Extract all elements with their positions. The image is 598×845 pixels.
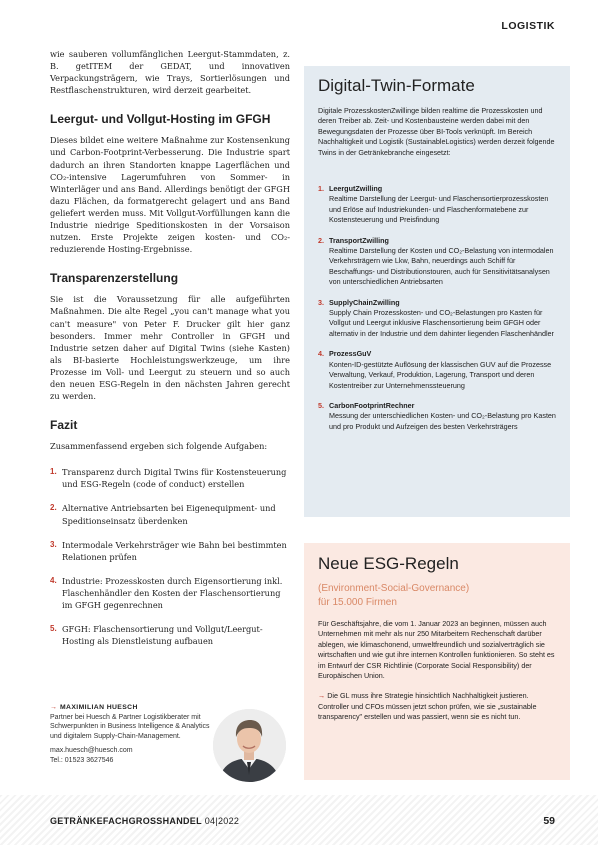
arrow-icon: → [318, 691, 326, 701]
box-intro: Digitale ProzesskostenZwillinge bilden realtime die Prozesskosten und deren Treiber ab. Zeit- und Kostenbausteine werden dabei mit den Bewegungsdaten der Prozesse über BI-Tools verknüpft. Im Bereich Nachhaltigkeit und Logistik (SustainableLogistics) werden derzeit folgende Twins in der Getränkebranche eingesetzt: [318, 106, 555, 157]
arrow-icon: → [50, 704, 57, 711]
esg-note: → Die GL muss ihre Strategie hinsichtlich Nachhaltigkeit justieren. Controller und CFOs müssen jetzt schon prüfen, wie sie „sustainable transparency" erstellen und was passiert, wenn sie es nicht tun. [318, 691, 537, 722]
digital-twin-box [304, 66, 570, 517]
avatar [213, 709, 286, 782]
list-item: 5. CarbonFootprintRechner Messung der unterschiedlichen Kosten- und CO₂-Belastung pro Kasten und pro Produkt und Aufzeigen des besten Verkehrsträgers [318, 400, 556, 431]
esg-box [304, 543, 570, 780]
magazine-name: GETRÄNKEFACHGROSSHANDEL [50, 816, 202, 826]
esg-paragraph: Für Geschäftsjahre, die vom 1. Januar 2023 an beginnen, müssen auch Unternehmen mit mehr als nur 250 Mitarbeitern Rechenschaft darüber ablegen, wie klimaschonend, umweltfreundlich und sozialverträglich sie wirtschaften und wie gut ihre internen Kontrollen funktionieren. So steht es im Entwurf der CSR Richtlinie (Corporate Social Responsibility) der Europäischen Union. [318, 619, 555, 681]
list-item: 3. Intermodale Verkehrsträger wie Bahn bei bestimmten Relationen prüfen [50, 539, 287, 562]
box-title: Digital-Twin-Formate [318, 76, 475, 95]
intro-paragraph: wie sauberen vollumfänglichen Leergut-Stammdaten, z. B. getITEM der GEDAT, und innovativen Verpackungsträgern, wie Trays, Sortierlösungen und Restflaschenstrukturen, wird derzeit gearbeitet. [50, 49, 290, 96]
list-item: 1. Transparenz durch Digital Twins für Kostensteuerung und ESG-Regeln (code of conduct) erstellen [50, 467, 287, 490]
article-column [50, 48, 290, 659]
list-item: 4. ProzessGuV Konten-ID-gestützte Auflösung der klassischen GUV auf die Prozesse Verwaltung, Verkauf, Produktion, Lagerung, Transport und deren Kostentreiber zur Unternehmenssteuerung [318, 349, 552, 390]
box-subtitle: (Environment-Social-Governance) für 15.000 Firmen [318, 583, 470, 608]
author-role: Partner bei Huesch & Partner Logistikberater mit Schwerpunkten in Business Intelligence & Analytics und digitalem Supply-Chain-Management. [50, 713, 210, 740]
portrait-image [213, 709, 286, 782]
list-item: 2. TransportZwilling Realtime Darstellung der Kosten und CO₂-Belastung von intermodalen Verkehrsträgern wie Lkw, Bahn, neuerdings auch Schiff für Beschaffungs- und Distributionstouren, auch für Sensitivitätsanalysen von unterschiedlichen Antriebsarten [318, 235, 554, 287]
box-title: Neue ESG-Regeln [318, 554, 459, 573]
author-box [50, 703, 220, 766]
hosting-paragraph: Dieses bildet eine weitere Maßnahme zur Kostensenkung und Carbon-Footprint-Verbesserung. Die Industrie spart dadurch an ihren Standorten knappe Lagerflächen und CO₂-intensive Lagerumfuhren von Sommer- in Winterläger und ans Band. Allerdings benötigt der GFGH dazu Flächen, da formatgerecht gelagert und ans Band geliefert werden muss. Mit Vollgut-Vorfüllungen kann die Industrie niedrige Speditionskosten in der Vorsaison nutzen. Erste Projekte zeigen kosten- und CO₂-reduzierende Hosting-Ergebnisse. [50, 135, 290, 255]
list-item: 2. Alternative Antriebsarten bei Eigenequipment- und Speditionseinsatz überdenken [50, 503, 276, 526]
author-email[interactable]: max.huesch@huesch.com [50, 747, 133, 755]
task-list [50, 466, 290, 647]
twin-list [318, 184, 558, 442]
footer-publication [50, 816, 239, 826]
box-body [318, 619, 558, 723]
transparency-paragraph: Sie ist die Voraussetzung für alle aufgeführten Maßnahmen. Die alte Regel „you can't manage what you can't measure" von Peter F. Drucker gilt hier ganz besonders. Immer mehr Controller in GFGH und Industrie setzen daher auf Digital Twins (siehe Kasten) als BI-basierte Hochleistungswerkzeuge, um ihre Prozesse im Voll- und Leergut zu steuern und so auch den neuen ESG-Regeln in den nächsten Jahren gerecht zu werden. [50, 294, 290, 402]
issue-number: 04|2022 [204, 816, 240, 826]
list-item: 4. Industrie: Prozesskosten durch Eigensortierung inkl. Flaschenhändler den Kosten der Flaschensortierung im GFGH gegenrechnen [50, 575, 283, 610]
list-item: 5. GFGH: Flaschensortierung und Vollgut/Leergut-Hosting als Dienstleistung aufbauen [50, 624, 263, 647]
list-item: 1. LeergutZwilling Realtime Darstellung der Leergut- und Flaschensortierprozesskosten und Erlöse auf Industriekunden- und Flaschenformatebene zur Kostensteuerung und Preisfindung [318, 184, 549, 225]
heading-transparency: Transparenzerstellung [50, 271, 179, 286]
author-phone: Tel.: 01523 3627546 [50, 756, 114, 764]
fazit-intro: Zusammenfassend ergeben sich folgende Aufgaben: [50, 441, 268, 452]
section-label: LOGISTIK [501, 20, 555, 32]
list-item: 3. SupplyChainZwilling Supply Chain Prozesskosten- und CO₂-Belastungen pro Kasten für Vollgut und Leergut inklusive Flaschensortierung beim GFGH oder alternativ in der Industrie und dem dahinter liegenden Flaschenhändler [318, 297, 554, 338]
heading-hosting: Leergut- und Vollgut-Hosting im GFGH [50, 112, 271, 127]
author-name: MAXIMILIAN HUESCH [60, 704, 138, 711]
heading-fazit: Fazit [50, 418, 78, 433]
page-number: 59 [543, 815, 555, 827]
